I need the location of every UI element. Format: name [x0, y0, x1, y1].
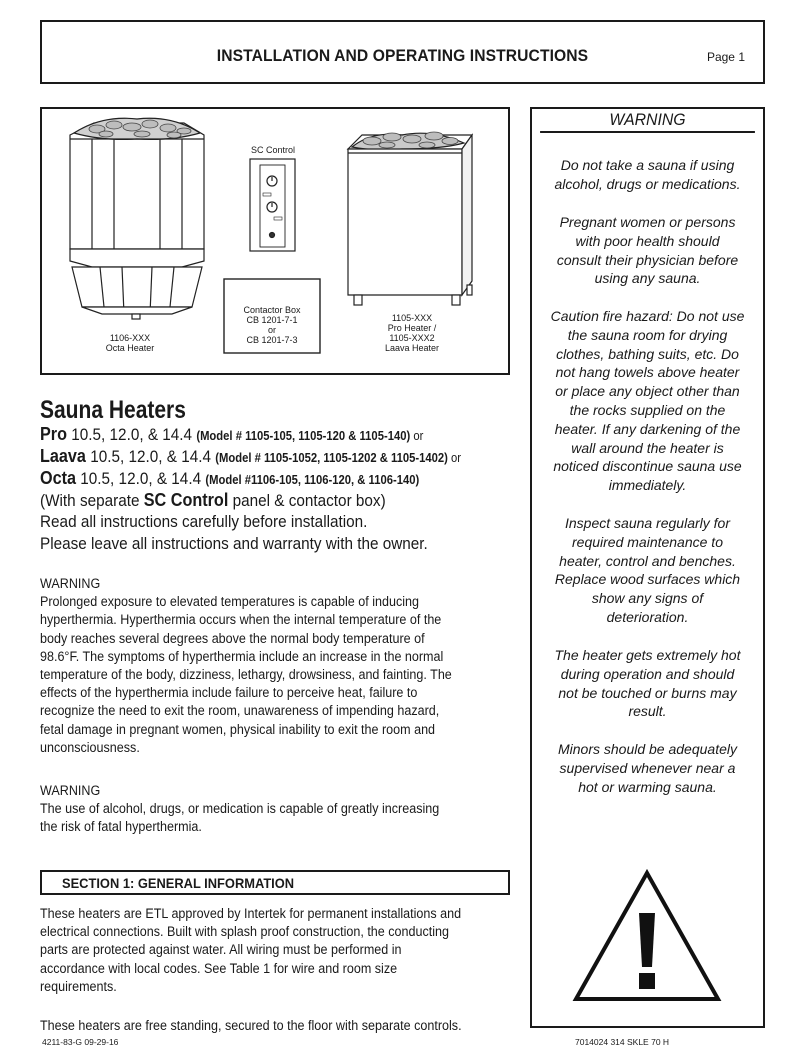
- footer-part-number: 7014024 314 SKLE 70 H: [575, 1037, 670, 1047]
- warning-minors: Minors should be adequately supervised whenever near a hot or warming sauna.: [557, 741, 737, 795]
- main-heading: Sauna Heaters: [40, 396, 186, 424]
- footer-doc-code: 4211-83-G 09-29-16: [42, 1037, 119, 1047]
- read-instructions-line: Read all instructions carefully before installation.: [40, 512, 368, 531]
- document-title: INSTALLATION AND OPERATING INSTRUCTIONS: [216, 46, 589, 65]
- octa-heater-drawing: [70, 118, 204, 319]
- alcohol-warning: WARNING The use of alcohol, drugs, or medication is capable of greatly increasing the risk of fatal hyperthermia.: [40, 783, 440, 836]
- warning-sidebar: [530, 107, 765, 1028]
- section-1-header: [40, 870, 510, 895]
- warning-hot: The heater gets extremely hot during operation and should not be touched or burns may result.: [554, 647, 741, 720]
- warning-triangle-icon: [572, 867, 722, 1003]
- free-standing-paragraph: These heaters are free standing, secured to the floor with separate controls.: [40, 1018, 462, 1034]
- warning-heading: WARNING: [40, 783, 101, 799]
- warning-sidebar-heading: WARNING: [540, 109, 755, 133]
- pro-model-line: Pro 10.5, 12.0, & 14.4 (Model # 1105-105, 1105-120 & 1105-140) or: [40, 424, 424, 444]
- pro-heater-label: 1105-XXX Pro Heater / 1105-XXX2 Laava Heater: [384, 313, 440, 353]
- warning-fire-hazard: Caution fire hazard: Do not use the sauna room for drying clothes, bathing suits, etc. Do not hang towels above heater or place any object other than the rocks supplied on the heater. If any darkening of the wall around the heater is noticed discontinue sauna use immediately.: [550, 308, 745, 494]
- leave-instructions-line: Please leave all instructions and warranty with the owner.: [40, 534, 428, 553]
- hyperthermia-warning: WARNING Prolonged exposure to elevated temperatures is capable of inducing hyperthermia. Hyperthermia occurs when the internal temperature of the body reaches several degrees above the normal body temperature of 98.6°F. The symptoms of hyperthermia include an increase in the normal temperature of the body, dizziness, lethargy, drowsiness, and fainting. The effects of the hyperthermia include failure to perceive heat, failure to recognize the need to exit the room, unawareness of impending hazard, fetal damage in pregnant women, physical inability to exit the room and unconsciousness.: [40, 576, 452, 756]
- laava-model-line: Laava 10.5, 12.0, & 14.4 (Model # 1105-1052, 1105-1202 & 1105-1402) or: [40, 446, 462, 466]
- sc-control-label: SC Control: [250, 145, 295, 155]
- heater-figure: [40, 107, 510, 375]
- pro-heater-drawing: [348, 132, 472, 305]
- octa-model-line: Octa 10.5, 12.0, & 14.4 (Model #1106-105, 1106-120, & 1106-140): [40, 468, 420, 488]
- warning-inspect: Inspect sauna regularly for required maintenance to heater, control and benches. Replace wood surfaces which show any signs of deterioration.: [554, 515, 741, 625]
- contactor-box-label: Contactor Box CB 1201-7-1 or CB 1201-7-3: [243, 305, 301, 345]
- warning-alcohol: Do not take a sauna if using alcohol, drugs or medications.: [554, 157, 741, 192]
- warning-pregnant: Pregnant women or persons with poor health should consult their physician before using any sauna.: [556, 214, 739, 287]
- octa-heater-label: 1106-XXX Octa Heater: [105, 333, 155, 353]
- page-number: Page 1: [706, 50, 745, 64]
- sc-control-line: (With separate SC Control panel & contactor box): [40, 490, 386, 510]
- warning-heading: WARNING: [40, 576, 101, 592]
- section-1-title: SECTION 1: GENERAL INFORMATION: [62, 875, 295, 891]
- page-header: [40, 20, 765, 84]
- sc-control-drawing: [250, 159, 295, 251]
- general-info-paragraph: These heaters are ETL approved by Intertek for permanent installations and electrical connections. Built with splash proof construction, the conducting parts are protected against water. All wiring must be performed in accordance with local codes. See Table 1 for wire and room size requirements.: [40, 906, 462, 995]
